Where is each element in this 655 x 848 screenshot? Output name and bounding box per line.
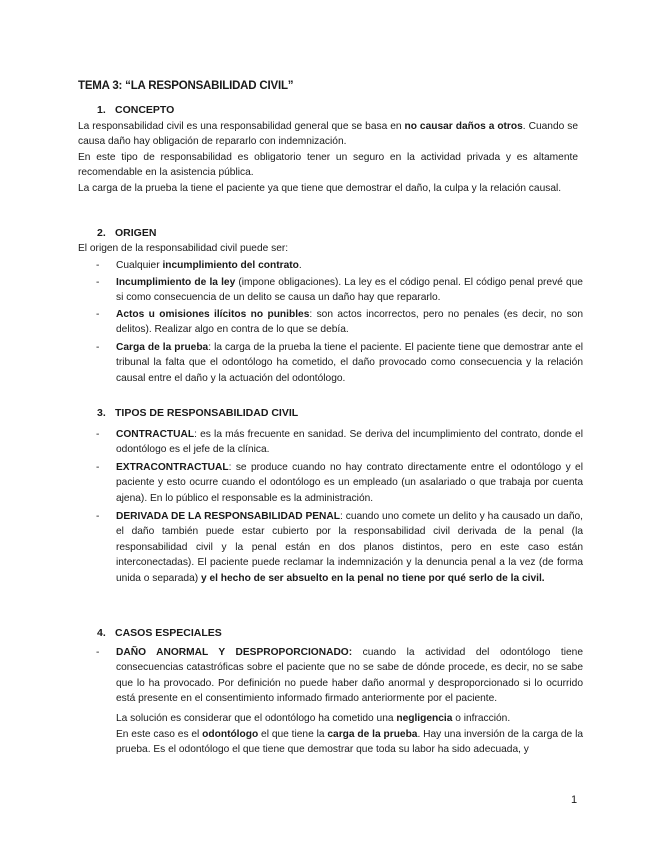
section-number: 3.	[97, 407, 106, 419]
bold-text: Incumplimiento de la ley	[116, 277, 236, 288]
section-heading-casos	[97, 627, 222, 639]
section-number: 1.	[97, 104, 106, 116]
dash-bullet: -	[96, 429, 100, 440]
list-item	[96, 509, 583, 586]
paragraph: En este tipo de responsabilidad es obligatorio tener un seguro en la actividad privada y es altamente recomendable en la asistencia pública.	[78, 152, 578, 179]
text: . Hay una inversión de la carga de la prueba. Es el odontólogo el que tiene que demostrar que toda su labor ha sido adecuada, y	[116, 729, 583, 756]
section-title: CASOS ESPECIALES	[115, 627, 222, 639]
dash-bullet: -	[96, 511, 100, 522]
section-number: 2.	[97, 227, 106, 239]
section-title: ORIGEN	[115, 227, 157, 239]
paragraph: La carga de la prueba la tiene el paciente ya que tiene que demostrar el daño, la culpa y la relación causal.	[78, 183, 562, 194]
page-number: 1	[571, 794, 578, 806]
list-item	[96, 427, 583, 458]
bold-text: negligencia	[396, 713, 453, 724]
bold-text: incumplimiento del contrato	[162, 260, 299, 271]
text: : son actos incorrectos, pero no penales (es decir, no son delitos). Realizar algo en contra de lo que se debía.	[116, 309, 583, 336]
section-title: CONCEPTO	[115, 104, 175, 116]
document-title: TEMA 3: “LA RESPONSABILIDAD CIVIL”	[78, 80, 294, 92]
bold-text: CONTRACTUAL	[116, 429, 195, 440]
bold-text: DERIVADA DE LA RESPONSABILIDAD PENAL	[116, 511, 340, 522]
text: cuando la actividad del odontólogo tiene consecuencias catastróficas sobre el paciente que no se sabe de dónde procede, es decir, no se sabe que lo ha provocado. Por definición no puede haber daño anormal y desproporcionado si lo ocurrido está presente en el consentimiento informado firmado anteriormente por el paciente.	[116, 647, 583, 705]
bold-text: Carga de la prueba	[116, 342, 209, 353]
text: : se produce cuando no hay contrato directamente entre el odontólogo y el paciente y esto ocurre cuando el odontólogo es un empleado (un asalariado o que trabaja por cuenta ajena). En lo público el responsable es la administración.	[116, 462, 583, 504]
dash-bullet: -	[96, 277, 100, 288]
continuation-paragraph	[116, 727, 583, 758]
bold-text: DAÑO ANORMAL Y DESPROPORCIONADO:	[116, 647, 353, 658]
paragraph	[78, 119, 578, 150]
list-item	[96, 340, 583, 386]
bold-text: carga de la prueba	[327, 729, 418, 740]
text: : la carga de la prueba la tiene el paciente. El paciente tiene que demostrar ante el tribunal la falta que el odontólogo ha cometido, el daño provocado como consecuencia y la relación causal entre el daño y la actuación del odontólogo.	[116, 342, 584, 384]
bold-text: no causar daños a otros	[404, 121, 523, 132]
text: La solución es considerar que el odontólogo ha cometido una	[116, 713, 397, 724]
bold-text: odontólogo	[202, 729, 259, 740]
section-number: 4.	[97, 627, 106, 639]
dash-bullet: -	[96, 342, 100, 353]
section-heading-tipos	[97, 407, 298, 419]
section-heading-origen	[97, 227, 156, 239]
text: : cuando uno comete un delito y ha causado un daño, el daño también puede estar cubierto por la responsabilidad civil derivada de la penal (la responsabilidad civil y la penal están en dos planos distintos, pero en este caso están interconectadas). El paciente puede reclamar la indemnización y la denuncia penal a la vez (de forma unida o separada)	[116, 511, 583, 584]
bold-text: EXTRACONTRACTUAL	[116, 462, 229, 473]
dash-bullet: -	[96, 309, 100, 320]
section-title: TIPOS DE RESPONSABILIDAD CIVIL	[115, 407, 299, 419]
list-item	[96, 275, 583, 306]
text: (impone obligaciones). La ley es el código penal. El código penal prevé que si como consecuencia de un delito se causa un daño hay que repararlo.	[116, 277, 583, 304]
section-heading-concepto	[97, 104, 174, 116]
paragraph: El origen de la responsabilidad civil puede ser:	[78, 243, 289, 254]
text: En este caso es el	[116, 729, 203, 740]
text: Cualquier	[116, 260, 163, 271]
list-item	[96, 460, 583, 506]
dash-bullet: -	[96, 260, 100, 271]
list-item	[96, 645, 583, 707]
text: .	[298, 260, 302, 271]
bold-text: Actos u omisiones ilícitos no punibles	[116, 309, 310, 320]
continuation-paragraph	[116, 711, 583, 726]
text: : es la más frecuente en sanidad. Se deriva del incumplimiento del contrato, donde el odontólogo es el jefe de la clínica.	[116, 429, 583, 456]
dash-bullet: -	[96, 462, 100, 473]
text: . Cuando se causa daño hay obligación de repararlo con indemnización.	[78, 121, 578, 148]
list-item	[96, 307, 583, 338]
dash-bullet: -	[96, 647, 100, 658]
text: el que tiene la	[258, 729, 328, 740]
text: o infracción.	[452, 713, 511, 724]
text: La responsabilidad civil es una responsabilidad general que se basa en	[78, 121, 405, 132]
bold-text: y el hecho de ser absuelto en la penal no tiene por qué serlo de la civil.	[200, 572, 545, 584]
list-item	[96, 258, 583, 273]
